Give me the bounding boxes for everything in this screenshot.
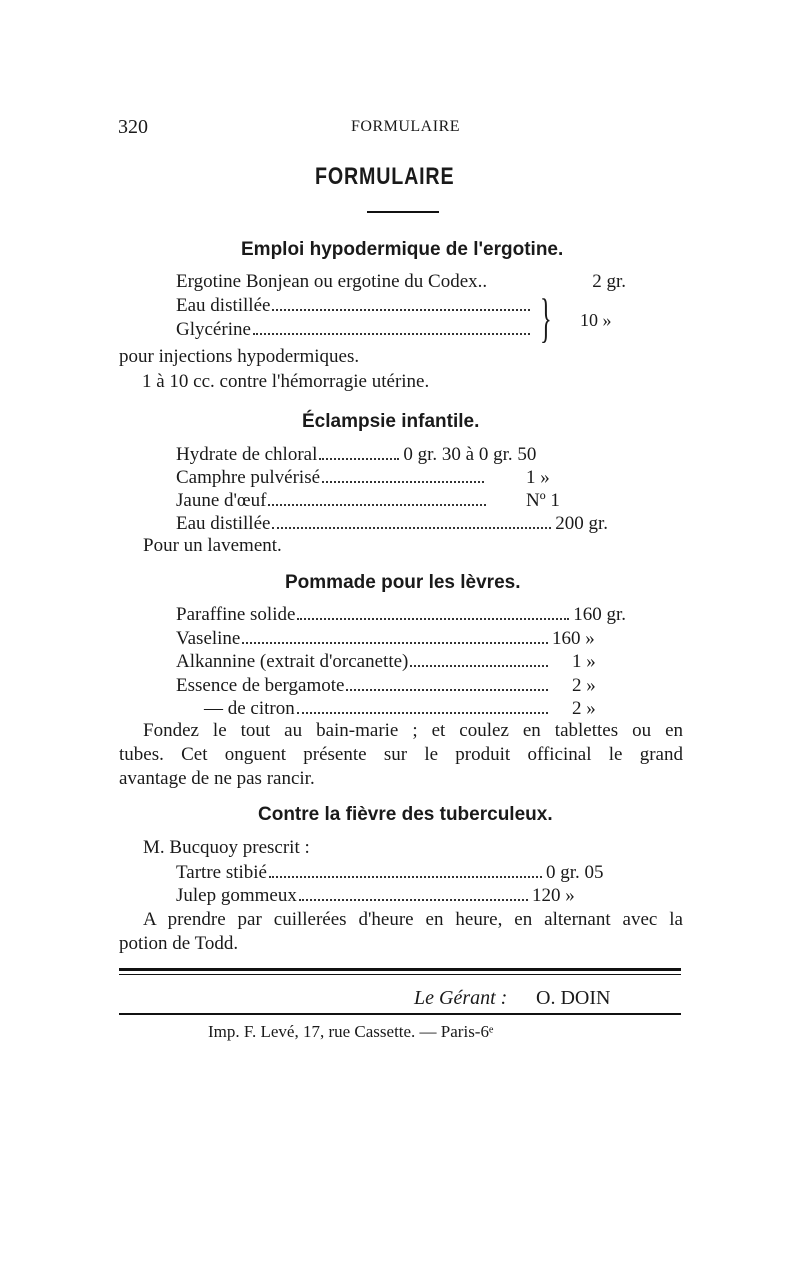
dot-leader (268, 504, 486, 506)
ingredient-qty: 2 » (572, 698, 596, 719)
footer-rule-top (119, 968, 681, 971)
ingredient-row (176, 271, 626, 293)
imprint: Imp. F. Levé, 17, rue Cassette. — Paris-6ᵉ (208, 1022, 494, 1041)
page-title: FORMULAIRE (315, 163, 455, 190)
ingredient-name: Glycérine (176, 319, 251, 340)
section-heading: Emploi hypodermique de l'ergotine. (241, 239, 564, 260)
paragraph-line: A prendre par cuillerées d'heure en heure, en alternant avec la (143, 909, 683, 930)
ingredient-qty: 0 gr. 05 (546, 862, 604, 883)
footer-rule-thin (119, 974, 681, 975)
page-number: 320 (118, 116, 148, 138)
ingredient-row (176, 862, 626, 884)
ingredient-name: Vaseline (176, 628, 241, 649)
section-heading: Contre la fièvre des tuberculeux. (258, 804, 553, 825)
note-line: 1 à 10 cc. contre l'hémorragie utérine. (142, 371, 430, 392)
ingredient-row (204, 698, 626, 720)
gerant-name: O. DOIN (536, 987, 611, 1009)
note-line: pour injections hypodermiques. (119, 346, 360, 367)
ingredient-qty: 2 gr. (592, 271, 626, 292)
ingredient-qty: 2 » (572, 675, 596, 696)
ingredient-row (176, 604, 626, 626)
brace-qty: 10 » (580, 310, 612, 330)
ingredient-row (176, 319, 534, 341)
paragraph-line: potion de Todd. (119, 933, 239, 954)
ingredient-name: Jaune d'œuf (176, 490, 267, 511)
dot-leader (269, 876, 542, 878)
dot-leader (242, 642, 548, 644)
ingredient-row (176, 651, 626, 673)
dot-leader (272, 309, 530, 311)
ingredient-row (176, 490, 596, 512)
note-line: Pour un lavement. (143, 535, 282, 556)
title-rule (367, 211, 439, 213)
dot-leader (253, 333, 530, 335)
ingredient-row (176, 675, 626, 697)
brace: } (540, 288, 552, 348)
ingredient-name: Alkannine (extrait d'orcanette) (176, 651, 409, 672)
ingredient-qty: 160 gr. (573, 604, 626, 625)
ingredient-row (176, 513, 608, 535)
dot-leader (319, 458, 399, 460)
dot-leader (297, 618, 569, 620)
ingredient-row (176, 467, 596, 489)
dot-leader (346, 689, 548, 691)
gerant-label: Le Gérant : (414, 987, 508, 1009)
ingredient-qty: 160 » (552, 628, 595, 649)
ingredient-row (176, 885, 612, 907)
ingredient-qty: Nº 1 (526, 490, 560, 511)
ingredient-name: Eau distillée (176, 295, 271, 316)
ingredient-name: Camphre pulvérisé (176, 467, 321, 488)
ingredient-name: Hydrate de chloral (176, 444, 318, 465)
section-heading: Éclampsie infantile. (302, 411, 480, 432)
ingredient-qty: 200 gr. (555, 513, 608, 534)
ingredient-name: Tartre stibié (176, 862, 267, 883)
ingredient-row (176, 628, 626, 650)
paragraph-line: tubes. Cet onguent présente sur le produit officinal le grand (119, 744, 683, 765)
section-heading: Pommade pour les lèvres. (285, 572, 521, 593)
ingredient-qty: 0 gr. 30 à 0 gr. 50 (403, 444, 537, 465)
footer-rule-bottom (119, 1013, 681, 1015)
ingredient-row (176, 295, 534, 317)
dot-leader (299, 899, 528, 901)
ingredient-name: Eau distillée (176, 513, 271, 534)
ingredient-row (176, 444, 626, 466)
paragraph-line: Fondez le tout au bain-marie ; et coulez en tablettes ou en (143, 720, 683, 741)
dot-leader (297, 712, 548, 714)
running-title: FORMULAIRE (351, 118, 461, 135)
ingredient-qty: 120 » (532, 885, 575, 906)
dot-leader (272, 527, 551, 529)
ingredient-name: Ergotine Bonjean ou ergotine du Codex.. (176, 271, 488, 292)
dot-leader (322, 481, 484, 483)
paragraph-line: avantage de ne pas rancir. (119, 768, 315, 789)
intro-line: M. Bucquoy prescrit : (143, 837, 310, 858)
ingredient-name: Paraffine solide (176, 604, 296, 625)
dot-leader (410, 665, 548, 667)
ingredient-qty: 1 » (526, 467, 550, 488)
ingredient-name: Essence de bergamote (176, 675, 345, 696)
ingredient-name: Julep gommeux (176, 885, 297, 906)
ingredient-qty: 1 » (572, 651, 596, 672)
ingredient-name: — de citron (204, 698, 295, 719)
